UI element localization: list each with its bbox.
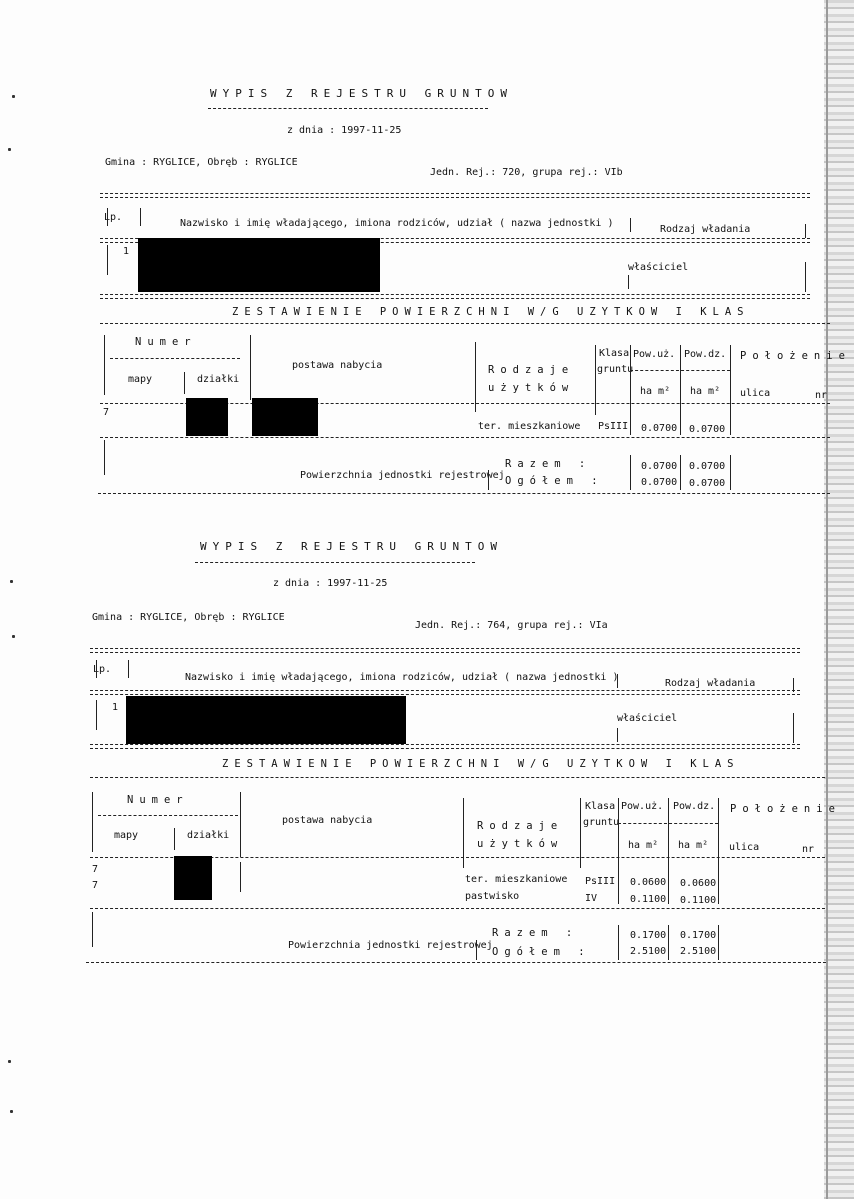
redacted-dzialka	[174, 856, 212, 900]
row-pow-dz: 0.1100	[680, 895, 717, 906]
col-owner-name-header: Nazwisko i imię władającego, imiona rodziców, udział ( nazwa jednostki )	[180, 218, 614, 229]
row-rodzaj: ter. mieszkaniowe	[465, 874, 568, 885]
owner-wladanie: właściciel	[628, 262, 689, 273]
pow-jednostki-label: Powierzchnia jednostki rejestrowej	[300, 470, 505, 481]
punch-mark	[12, 635, 15, 638]
jedn-rej-line: Jedn. Rej.: 720, grupa rej.: VIb	[430, 167, 623, 178]
col-klasa-header: Klasa	[599, 348, 630, 359]
col-pow-dz-header: Pow.dz.	[684, 349, 727, 360]
col-gruntu-header: gruntu	[583, 817, 620, 828]
row-klasa: PsIII	[598, 421, 629, 432]
double-rule	[100, 294, 810, 299]
col-podstawa-header: postawa nabycia	[292, 360, 383, 371]
razem-pow-uz: 0.0700	[641, 461, 678, 472]
title-underline	[208, 108, 488, 109]
col-ha-m2-header: ha m²	[678, 840, 709, 851]
row-pow-uz: 0.0700	[641, 423, 678, 434]
redacted-podstawa	[252, 398, 318, 436]
col-rodzaj-wladania-header: Rodzaj władania	[665, 678, 756, 689]
col-pow-uz-header: Pow.uż.	[621, 801, 664, 812]
zestawienie-title: ZESTAWIENIE POWIERZCHNI W/G UZYTKOW I KLAS	[232, 306, 750, 318]
row-rodzaj: ter. mieszkaniowe	[478, 421, 581, 432]
scan-edge-line	[826, 0, 828, 1199]
col-mapy-header: mapy	[128, 374, 153, 385]
row-pow-dz: 0.0600	[680, 878, 717, 889]
row-mapy: 7	[92, 880, 99, 891]
pow-jednostki-label: Powierzchnia jednostki rejestrowej	[288, 940, 493, 951]
row-mapy: 7	[103, 407, 110, 418]
ogolem-label: Ogółem :	[505, 475, 604, 487]
gmina-line: Gmina : RYGLICE, Obręb : RYGLICE	[105, 157, 298, 168]
ogolem-label: Ogółem :	[492, 946, 591, 958]
row-klasa: PsIII	[585, 876, 616, 887]
col-klasa-header: Klasa	[585, 801, 616, 812]
owner-lp: 1	[123, 246, 130, 257]
col-lp-header: Lp.	[104, 212, 123, 223]
razem-pow-uz: 0.1700	[630, 930, 667, 941]
double-rule	[100, 193, 810, 198]
date-line: z dnia : 1997-11-25	[273, 578, 388, 589]
row-klasa: IV	[585, 893, 598, 904]
col-uzytkow-header: użytków	[488, 382, 575, 394]
col-ulica-header: ulica	[729, 842, 760, 853]
col-rodzaj-wladania-header: Rodzaj władania	[660, 224, 751, 235]
col-pow-dz-header: Pow.dz.	[673, 801, 716, 812]
date-line: z dnia : 1997-11-25	[287, 125, 402, 136]
col-numer-header: Numer	[135, 336, 197, 348]
row-rodzaj: pastwisko	[465, 891, 520, 902]
col-dzialki-header: działki	[197, 374, 240, 385]
ogolem-pow-uz: 0.0700	[641, 477, 678, 488]
col-rodzaje-header: Rodzaje	[477, 820, 564, 832]
owner-lp: 1	[112, 702, 119, 713]
col-nr-header: nr	[802, 844, 815, 855]
extract-title: WYPIS Z REJESTRU GRUNTOW	[200, 540, 503, 553]
double-rule	[90, 744, 800, 749]
double-rule	[90, 690, 800, 695]
col-ha-m-header: ha m²	[640, 386, 671, 397]
col-gruntu-header: gruntu	[597, 364, 634, 375]
razem-label: Razem :	[492, 927, 579, 939]
zestawienie-title: ZESTAWIENIE POWIERZCHNI W/G UZYTKOW I KLAS	[222, 758, 740, 770]
col-rodzaje-header: Rodzaje	[488, 364, 575, 376]
punch-mark	[10, 580, 13, 583]
jedn-rej-line: Jedn. Rej.: 764, grupa rej.: VIa	[415, 620, 608, 631]
ogolem-pow-dz: 2.5100	[680, 946, 717, 957]
row-mapy: 7	[92, 864, 99, 875]
col-owner-name-header: Nazwisko i imię władającego, imiona rodziców, udział ( nazwa jednostki )	[185, 672, 619, 683]
ogolem-pow-uz: 2.5100	[630, 946, 667, 957]
punch-mark	[10, 1110, 13, 1113]
col-mapy-header: mapy	[114, 830, 139, 841]
col-ha-m-header: ha m²	[628, 840, 659, 851]
col-ha-m2-header: ha m²	[690, 386, 721, 397]
owner-wladanie: właściciel	[617, 713, 678, 724]
col-polozenie-header: Położenie	[740, 350, 851, 362]
col-pow-uz-header: Pow.uż.	[633, 349, 676, 360]
double-rule	[90, 648, 800, 653]
razem-pow-dz: 0.0700	[689, 461, 726, 472]
redacted-owner-name	[138, 238, 380, 292]
redacted-owner-name	[126, 696, 406, 744]
scan-edge-shadow	[824, 0, 854, 1199]
punch-mark	[8, 1060, 11, 1063]
punch-mark	[8, 148, 11, 151]
row-pow-dz: 0.0700	[689, 424, 726, 435]
extract-title: WYPIS Z REJESTRU GRUNTOW	[210, 87, 513, 100]
gmina-line: Gmina : RYGLICE, Obręb : RYGLICE	[92, 612, 285, 623]
redacted-dzialka	[186, 398, 228, 436]
title-underline	[195, 562, 475, 563]
col-polozenie-header: Położenie	[730, 803, 841, 815]
col-ulica-header: ulica	[740, 388, 771, 399]
col-dzialki-header: działki	[187, 830, 230, 841]
col-podstawa-header: postawa nabycia	[282, 815, 373, 826]
razem-label: Razem :	[505, 458, 592, 470]
col-uzytkow-header: użytków	[477, 838, 564, 850]
row-pow-uz: 0.1100	[630, 894, 667, 905]
col-nr-header: nr	[815, 390, 828, 401]
col-numer-header: Numer	[127, 794, 189, 806]
col-lp-header: Lp.	[93, 664, 112, 675]
row-pow-uz: 0.0600	[630, 877, 667, 888]
ogolem-pow-dz: 0.0700	[689, 478, 726, 489]
punch-mark	[12, 95, 15, 98]
razem-pow-dz: 0.1700	[680, 930, 717, 941]
